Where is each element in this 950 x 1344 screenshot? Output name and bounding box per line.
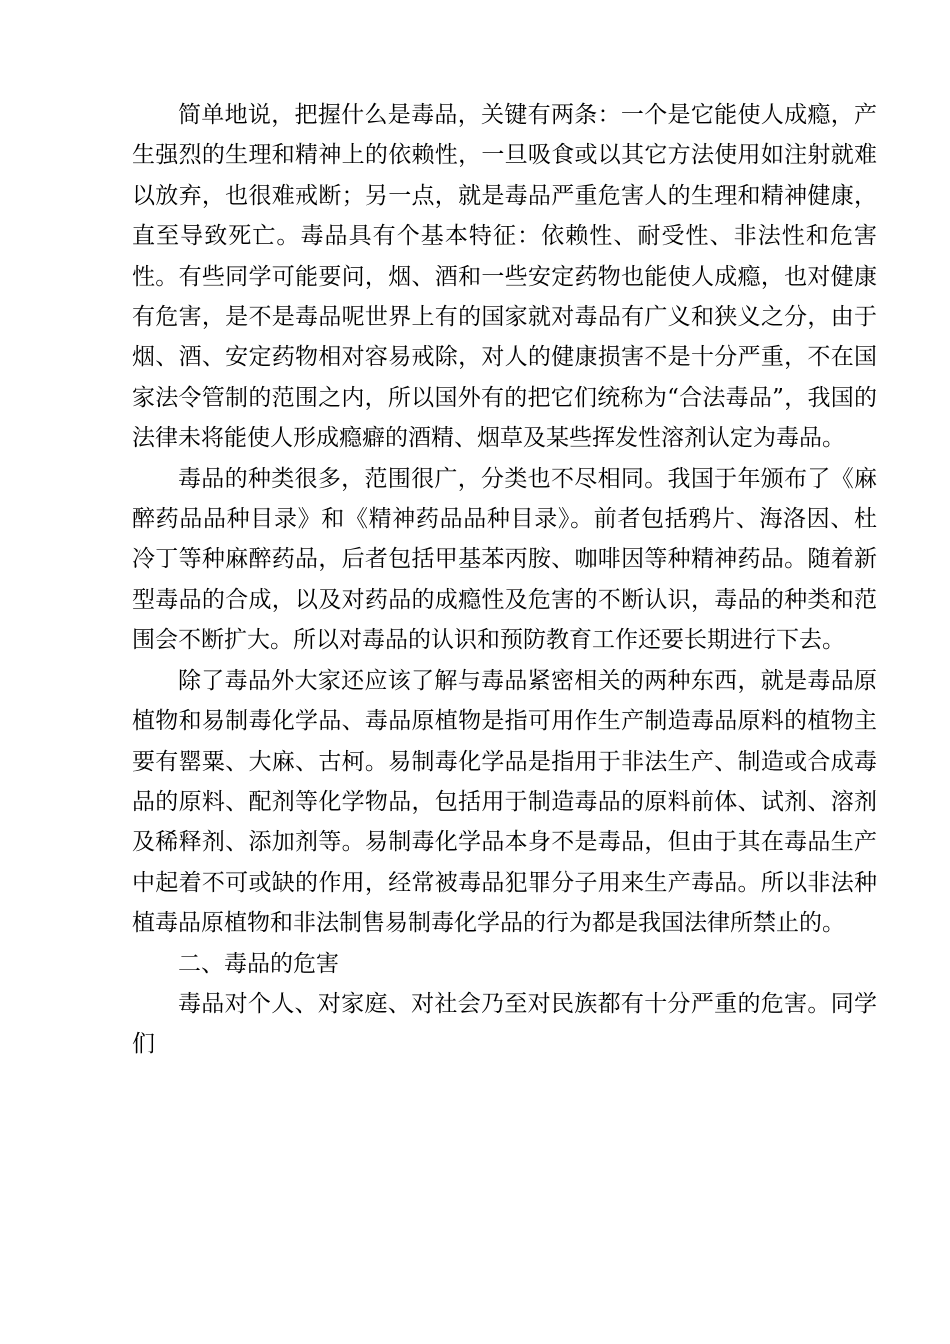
paragraph-precursor-chemicals: 除了毒品外大家还应该了解与毒品紧密相关的两种东西，就是毒品原植物和易制毒化学品、毒品原植物是指可用作生产制造毒品原料的植物主要有罂粟、大麻、古柯。易制毒化学品是指用于非法生产、制造或合成毒品的原料、配剂等化学物品，包括用于制造毒品的原料前体、试剂、溶剂及稀释剂、添加剂等。易制毒化学品本身不是毒品，但由于其在毒品生产中起着不可或缺的作用，经常被毒品犯罪分子用来生产毒品。所以非法种植毒品原植物和非法制售易制毒化学品的行为都是我国法律所禁止的。 bbox=[132, 667, 877, 937]
document-body bbox=[132, 95, 877, 1065]
paragraph-drug-types: 毒品的种类很多，范围很广，分类也不尽相同。我国于年颁布了《麻醉药品品种目录》和《精神药品品种目录》。前者包括鸦片、海洛因、杜冷丁等种麻醉药品，后者包括甲基苯丙胺、咖啡因等种精神药品。随着新型毒品的合成，以及对药品的成瘾性及危害的不断认识，毒品的种类和范围会不断扩大。所以对毒品的认识和预防教育工作还要长期进行下去。 bbox=[132, 465, 877, 654]
paragraph-drug-harm-intro: 毒品对个人、对家庭、对社会乃至对民族都有十分严重的危害。同学们 bbox=[132, 990, 877, 1058]
paragraph-drug-definition: 简单地说，把握什么是毒品，关键有两条：一个是它能使人成瘾，产生强烈的生理和精神上的依赖性，一旦吸食或以其它方法使用如注射就难以放弃，也很难戒断；另一点，就是毒品严重危害人的生理和精神健康，直至导致死亡。毒品具有个基本特征：依赖性、耐受性、非法性和危害性。有些同学可能要问，烟、酒和一些安定药物也能使人成瘾，也对健康有危害，是不是毒品呢世界上有的国家就对毒品有广义和狭义之分，由于烟、酒、安定药物相对容易戒除，对人的健康损害不是十分严重，不在国家法令管制的范围之内，所以国外有的把它们统称为“合法毒品”，我国的法律未将能使人形成瘾癖的酒精、烟草及某些挥发性溶剂认定为毒品。 bbox=[132, 102, 877, 452]
section-heading-drug-harm: 二、毒品的危害 bbox=[178, 950, 339, 977]
